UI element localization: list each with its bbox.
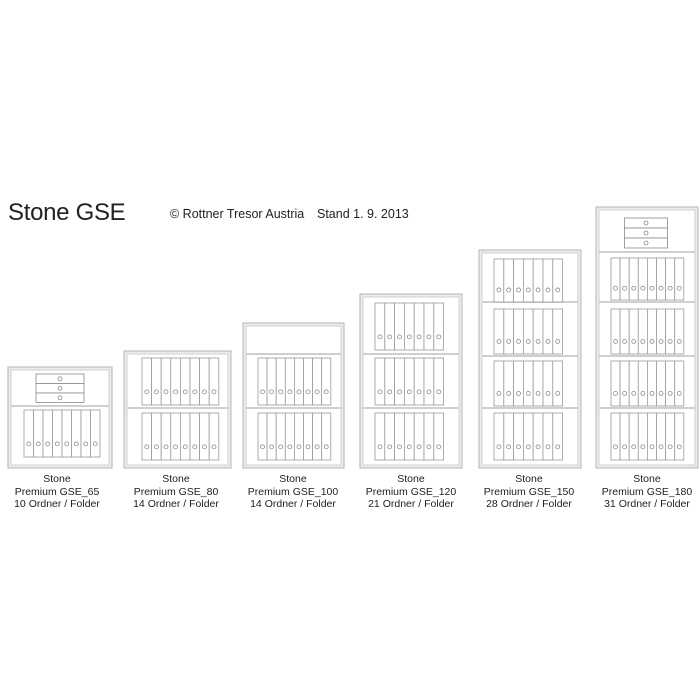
folder-binder [504,259,514,302]
folder-binder [666,361,675,406]
folder-binder [620,361,629,406]
folder-binder [142,358,152,405]
copyright-text: © Rottner Tresor Austria [170,207,305,221]
drawer [36,374,84,384]
folder-binder [313,358,322,405]
folder-binder [657,413,666,460]
drawer [36,393,84,403]
page-title: Stone GSE [8,199,126,226]
folder-binder [180,413,190,460]
folder-binder [385,303,395,350]
folder-binder [611,309,620,354]
folder-binder [494,309,504,354]
folder-binder [276,358,285,405]
folder-binder [553,413,563,460]
folder-binder [258,413,267,460]
folder-binder [647,309,656,354]
folder-binder [611,361,620,406]
folder-binder [543,309,553,354]
folder-binder [385,358,395,405]
folder-binder [504,413,514,460]
folder-binder [91,410,101,457]
folder-binder [152,358,162,405]
folder-binder [285,358,294,405]
folder-binder [424,358,434,405]
safe-caption-gse65 [2,473,112,511]
caption-line: Stone [633,473,661,485]
folder-binder [267,358,276,405]
folder-binder [514,259,524,302]
folder-binder [322,413,331,460]
folder-binder [404,413,414,460]
caption-capacity: 21 Ordner / Folder [368,498,454,510]
folder-binder [629,413,638,460]
folder-binder [533,413,543,460]
folder-binder [375,303,385,350]
drawer [625,238,668,248]
folder-binder [322,358,331,405]
caption-model: Premium GSE_180 [601,485,693,498]
folder-binder [657,258,666,300]
caption-line: Stone [162,473,190,485]
folder-binder [424,413,434,460]
folder-binder [553,361,563,406]
folder-binder [543,259,553,302]
folder-binder [200,358,210,405]
caption-model: Premium GSE_80 [133,485,219,498]
folder-binder [523,259,533,302]
folder-binder [647,361,656,406]
folder-binder [414,413,424,460]
folder-binder [171,413,181,460]
folder-binder [424,303,434,350]
folder-binder [504,361,514,406]
folder-binder [504,309,514,354]
folder-binder [543,413,553,460]
folder-binder [657,309,666,354]
caption-model: Premium GSE_120 [365,485,457,498]
folder-binder [142,413,152,460]
folder-binder [43,410,53,457]
folder-binder [620,258,629,300]
folder-binder [675,258,684,300]
folder-binder [494,361,504,406]
folder-binder [666,413,675,460]
caption-line: Stone [43,473,71,485]
folder-binder [666,258,675,300]
safe-caption-gse80 [121,473,231,511]
folder-binder [395,303,405,350]
drawer [625,228,668,238]
folder-binder [395,413,405,460]
caption-capacity: 10 Ordner / Folder [14,498,100,510]
folder-binder [514,309,524,354]
folder-binder [647,413,656,460]
folder-binder [294,358,303,405]
folder-binder [161,413,171,460]
drawer [36,384,84,394]
folder-binder [533,259,543,302]
folder-binder [414,358,424,405]
folder-binder [629,309,638,354]
folder-binder [304,413,313,460]
caption-capacity: 14 Ordner / Folder [133,498,219,510]
caption-capacity: 28 Ordner / Folder [486,498,572,510]
folder-binder [523,413,533,460]
folder-binder [494,413,504,460]
folder-binder [434,413,444,460]
folder-binder [638,361,647,406]
folder-binder [434,358,444,405]
folder-binder [180,358,190,405]
caption-line: Stone [397,473,425,485]
folder-binder [629,258,638,300]
folder-binder [53,410,63,457]
folder-binder [62,410,72,457]
folder-binder [675,309,684,354]
folder-binder [523,361,533,406]
caption-line: Stone [279,473,307,485]
date-stamp: Stand 1. 9. 2013 [317,207,409,221]
safe-caption-gse120 [356,473,466,511]
folder-binder [161,358,171,405]
folder-binder [533,309,543,354]
folder-binder [620,309,629,354]
folder-binder [647,258,656,300]
folder-binder [611,258,620,300]
folder-binder [553,309,563,354]
caption-model: Premium GSE_100 [247,485,339,498]
folder-binder [267,413,276,460]
folder-binder [375,413,385,460]
safe-caption-gse150 [474,473,584,511]
folder-binder [294,413,303,460]
folder-binder [553,259,563,302]
folder-binder [666,309,675,354]
folder-binder [34,410,44,457]
caption-capacity: 14 Ordner / Folder [250,498,336,510]
folder-binder [543,361,553,406]
caption-capacity: 31 Ordner / Folder [604,498,690,510]
folder-binder [285,413,294,460]
folder-binder [638,413,647,460]
folder-binder [494,259,504,302]
folder-binder [675,361,684,406]
folder-binder [171,358,181,405]
folder-binder [313,413,322,460]
folder-binder [629,361,638,406]
folder-binder [395,358,405,405]
folder-binder [514,361,524,406]
drawer [625,218,668,228]
folder-binder [404,303,414,350]
folder-binder [675,413,684,460]
folder-binder [434,303,444,350]
folder-binder [72,410,82,457]
caption-model: Premium GSE_150 [483,485,575,498]
folder-binder [385,413,395,460]
folder-binder [258,358,267,405]
folder-binder [533,361,543,406]
safe-caption-gse180 [592,473,700,511]
folder-binder [611,413,620,460]
folder-binder [190,413,200,460]
folder-binder [514,413,524,460]
folder-binder [24,410,34,457]
folder-binder [657,361,666,406]
folder-binder [81,410,91,457]
folder-binder [638,309,647,354]
folder-binder [523,309,533,354]
folder-binder [414,303,424,350]
folder-binder [209,358,219,405]
folder-binder [276,413,285,460]
caption-model: Premium GSE_65 [14,485,100,498]
folder-binder [304,358,313,405]
folder-binder [190,358,200,405]
folder-binder [375,358,385,405]
folder-binder [152,413,162,460]
folder-binder [200,413,210,460]
safe-caption-gse100 [238,473,348,511]
folder-binder [404,358,414,405]
folder-binder [209,413,219,460]
folder-binder [638,258,647,300]
caption-line: Stone [515,473,543,485]
folder-binder [620,413,629,460]
